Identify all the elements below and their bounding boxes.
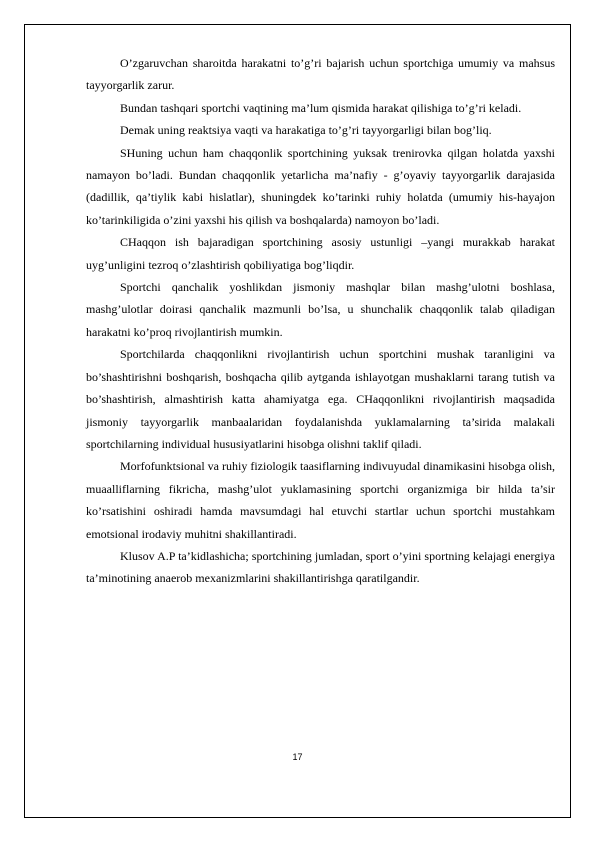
page-number: 17 (292, 752, 303, 762)
paragraph: O’zgaruvchan sharoitda harakatni to’g’ri bajarish uchun sportchiga umumiy va mahsus tayyorgarlik zarur. (86, 56, 555, 93)
paragraph: Demak uning reaktsiya vaqti va harakatiga to’g’ri tayyorgarligi bilan bog’liq. (120, 123, 492, 138)
paragraph: SHuning uchun ham chaqqonlik sportchining yuksak trenirovka qilgan holatda yaxshi namayon bo’ladi. Bundan chaqqonlik yetarlicha ma’nafiy - g’oyaviy tayyorgarlik darajasida (dadillik, qa’tiylik kabi hislatlar), shuningdek ko’tarinki ruhiy holatda (umumiy his-hayajon ko’tarinkiligida o’zini yaxshi his qilish va boshqalarda) namoyon bo’ladi. (86, 145, 555, 227)
paragraph: Sportchilarda chaqqonlikni rivojlantirish uchun sportchini mushak taranligini va bo’shashtirishni boshqarish, boshqacha qilib aytganda ishlayotgan mushaklarni tarang tutish va bo’shashtirish, almashtirish katta ahamiyatga ega. CHaqqonlikni rivojlantirish maqsadida jismoniy tayyorgarlik manbaalaridan foydalanishda yuklamalarning ta’sirida malakali sportchilarning individual hususiyatlarini hisobga olishni taklif qiladi. (86, 347, 555, 451)
paragraph: Klusov A.P ta’kidlashicha; sportchining jumladan, sport o’yini sportning kelajagi energiya ta’minotining anaerob mexanizmlarini shakillantirishga qaratilgandir. (86, 548, 555, 586)
paragraph: Bundan tashqari sportchi vaqtining ma’lum qismida harakat qilishiga to’g’ri keladi. (120, 100, 522, 115)
paragraph: CHaqqon ish bajaradigan sportchining asosiy ustunligi –yangi murakkab harakat uyg’unligini tezroq o’zlashtirish qobiliyatiga bog’liqdir. (86, 235, 555, 272)
paragraph: Morfofunktsional va ruhiy fiziologik taasiflarning indivuyudal dinamikasini hisobga olish, muaalliflarning fikricha, mashg’ulot yuklamasining sportchi organizmiga bir hilda ta’sir ko’rsatishini oshiradi hamda mavsumdagi hal etuvchi startlar uchun sportchi mustahkam emotsional irodaviy muhitni shakillantiradi. (86, 459, 555, 541)
document-body (86, 52, 555, 590)
paragraph: Sportchi qanchalik yoshlikdan jismoniy mashqlar bilan mashg’ulotni boshlasa, mashg’ulotlar doirasi qanchalik mazmunli bo’lsa, u shunchalik chaqqonlik talab qiladigan harakatni ko’proq rivojlantirish mumkin. (86, 280, 555, 339)
